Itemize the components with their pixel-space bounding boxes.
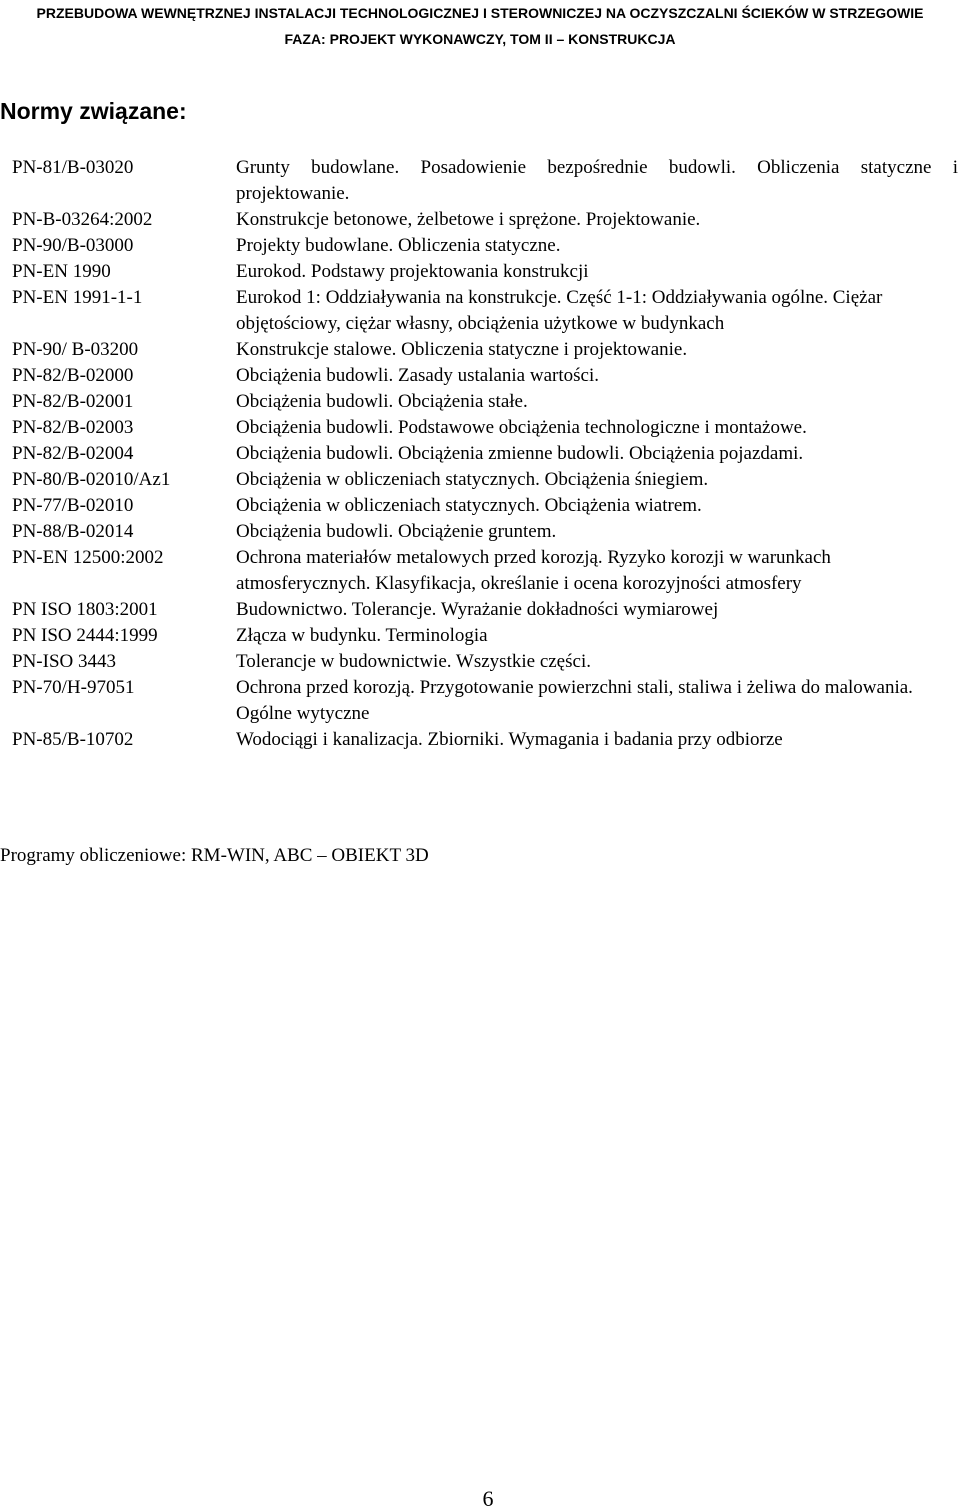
norm-row — [0, 207, 960, 233]
norm-row — [0, 649, 960, 675]
norm-code: PN ISO 1803:2001 — [12, 599, 158, 620]
norm-code: PN-90/B-03000 — [12, 235, 134, 256]
norm-code: PN-B-03264:2002 — [12, 209, 153, 230]
page-number: 6 — [482, 1486, 494, 1511]
norm-row — [0, 467, 960, 493]
norm-description: Projekty budowlane. Obliczenia statyczne. — [236, 235, 561, 256]
norm-row — [0, 545, 960, 597]
norm-code: PN-90/ B-03200 — [12, 339, 139, 360]
norm-description: Budownictwo. Tolerancje. Wyrażanie dokładności wymiarowej — [236, 599, 719, 620]
norm-description: Tolerancje w budownictwie. Wszystkie części. — [236, 651, 591, 672]
norm-code: PN-77/B-02010 — [12, 495, 134, 516]
norm-code: PN-88/B-02014 — [12, 521, 134, 542]
norm-code: PN-82/B-02003 — [12, 417, 134, 438]
norm-description: Wodociągi i kanalizacja. Zbiorniki. Wymagania i badania przy odbiorze — [236, 729, 783, 750]
norm-description: Obciążenia budowli. Zasady ustalania wartości. — [236, 365, 599, 386]
section-title: Normy związane: — [0, 98, 187, 124]
document-header — [0, 0, 960, 52]
norm-row — [0, 285, 960, 337]
norm-code: PN-82/B-02001 — [12, 391, 134, 412]
norm-description: Obciążenia budowli. Obciążenie gruntem. — [236, 521, 557, 542]
norm-row — [0, 363, 960, 389]
norm-row — [0, 389, 960, 415]
norm-code: PN-70/H-97051 — [12, 677, 135, 698]
norm-description: Obciążenia budowli. Podstawowe obciążenia technologiczne i montażowe. — [236, 417, 807, 438]
norm-code: PN ISO 2444:1999 — [12, 625, 158, 646]
header-phase: FAZA: PROJEKT WYKONAWCZY, TOM II – KONSTRUKCJA — [284, 31, 676, 47]
norm-row — [0, 623, 960, 649]
norm-description: Ochrona przed korozją. Przygotowanie powierzchni stali, staliwa i żeliwa do malowania. Ogólne wytyczne — [236, 677, 913, 724]
norm-description: Grunty budowlane. Posadowienie bezpośrednie budowli. Obliczenia statyczne i projektowanie. — [236, 157, 958, 204]
norm-description: Ochrona materiałów metalowych przed korozją. Ryzyko korozji w warunkach atmosferycznych. Klasyfikacja, określanie i ocena korozyjności atmosfery — [236, 547, 831, 594]
norm-row — [0, 155, 960, 207]
norm-code: PN-85/B-10702 — [12, 729, 134, 750]
norm-row — [0, 493, 960, 519]
norm-description: Obciążenia budowli. Obciążenia stałe. — [236, 391, 528, 412]
norm-code: PN-82/B-02000 — [12, 365, 134, 386]
norm-description: Eurokod. Podstawy projektowania konstrukcji — [236, 261, 589, 282]
norm-code: PN-EN 1991-1-1 — [12, 287, 143, 308]
norm-row — [0, 233, 960, 259]
norm-code: PN-80/B-02010/Az1 — [12, 469, 171, 490]
norm-code: PN-EN 12500:2002 — [12, 547, 164, 568]
norm-description: Obciążenia w obliczeniach statycznych. Obciążenia wiatrem. — [236, 495, 702, 516]
norm-code: PN-ISO 3443 — [12, 651, 116, 672]
norm-description: Obciążenia w obliczeniach statycznych. Obciążenia śniegiem. — [236, 469, 709, 490]
norm-row — [0, 519, 960, 545]
calculation-programs: Programy obliczeniowe: RM-WIN, ABC – OBIEKT 3D — [0, 845, 429, 866]
norm-description: Konstrukcje betonowe, żelbetowe i sprężone. Projektowanie. — [236, 209, 701, 230]
norm-description: Obciążenia budowli. Obciążenia zmienne budowli. Obciążenia pojazdami. — [236, 443, 804, 464]
norms-list — [0, 155, 960, 753]
norm-row — [0, 727, 960, 753]
norm-description: Złącza w budynku. Terminologia — [236, 625, 488, 646]
norm-row — [0, 675, 960, 727]
norm-description: Eurokod 1: Oddziaływania na konstrukcje. Część 1-1: Oddziaływania ogólne. Ciężar objętościowy, ciężar własny, obciążenia użytkowe w budynkach — [236, 287, 883, 334]
norm-row — [0, 441, 960, 467]
norm-code: PN-EN 1990 — [12, 261, 111, 282]
norm-row — [0, 415, 960, 441]
norm-code: PN-81/B-03020 — [12, 157, 134, 178]
header-project-title: PRZEBUDOWA WEWNĘTRZNEJ INSTALACJI TECHNOLOGICZNEJ I STEROWNICZEJ NA OCZYSZCZALNI ŚCIEKÓW W STRZEGOWIE — [36, 5, 924, 21]
norm-row — [0, 597, 960, 623]
norm-row — [0, 337, 960, 363]
norm-code: PN-82/B-02004 — [12, 443, 134, 464]
norm-row — [0, 259, 960, 285]
norm-description: Konstrukcje stalowe. Obliczenia statyczne i projektowanie. — [236, 339, 688, 360]
